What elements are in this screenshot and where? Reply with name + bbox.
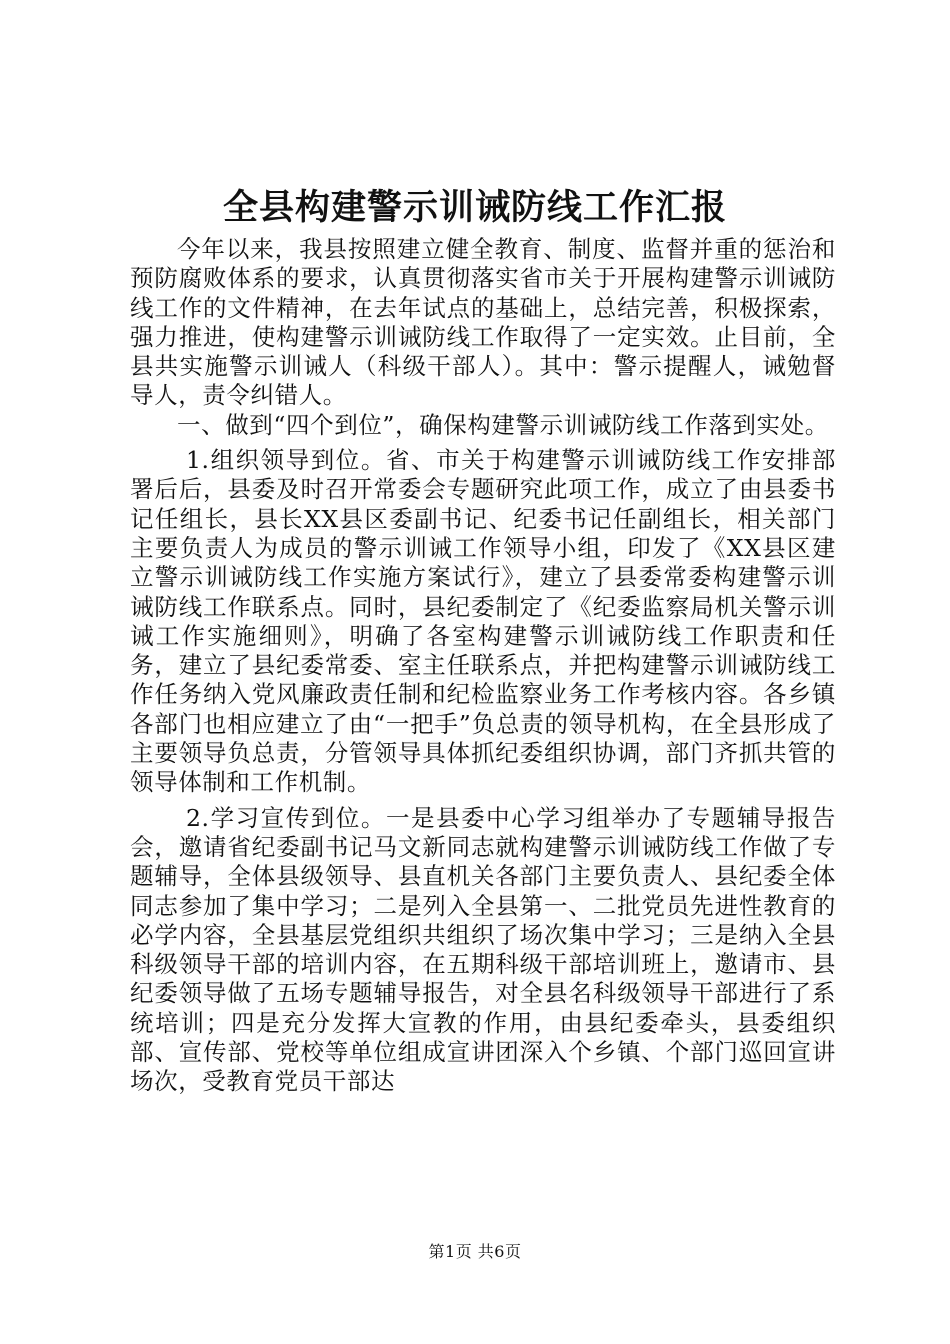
document-body [130, 235, 836, 1097]
document-title: 全县构建警示训诫防线工作汇报 [222, 187, 727, 228]
paragraph-section-heading: 一、做到“四个到位”，确保构建警示训诫防线工作落到实处。 [177, 410, 829, 439]
paragraph-organization: 1.组织领导到位。省、市关于构建警示训诫防线工作安排部署后后，县委及时召开常委会专题研究此项工作，成立了由县委书记任组长，县长XX县区委副书记、纪委书记任副组长，相关部门主要负责人为成员的警示训诫工作领导小组，印发了《XX县区建立警示训诫防线工作实施方案试行》，建立了县委常委构建警示训诫防线工作联系点。同时，县纪委制定了《纪委监察局机关警示训诫工作实施细则》，明确了各室构建警示训诫防线工作职责和任务，建立了县纪委常委、室主任联系点，并把构建警示训诫防线工作任务纳入党风廉政责任制和纪检监察业务工作考核内容。各乡镇各部门也相应建立了由“一把手”负总责的领导机构，在全县形成了主要领导负总责，分管领导具体抓纪委组织协调，部门齐抓共管的领导体制和工作机制。 [130, 446, 836, 797]
paragraph-study-publicity: 2.学习宣传到位。一是县委中心学习组举办了专题辅导报告会，邀请省纪委副书记马文新同志就构建警示训诫防线工作做了专题辅导，全体县级领导、县直机关各部门主要负责人、县纪委全体同志参加了集中学习；二是列入全县第一、二批党员先进性教育的必学内容，全县基层党组织共组织了场次集中学习；三是纳入全县科级领导干部的培训内容，在五期科级干部培训班上，邀请市、县纪委领导做了五场专题辅导报告，对全县名科级领导干部进行了系统培训；四是充分发挥大宣教的作用，由县纪委牵头，县委组织部、宣传部、党校等单位组成宣讲团深入个乡镇、个部门巡回宣讲场次，受教育党员干部达 [130, 803, 836, 1096]
paragraph-intro: 今年以来，我县按照建立健全教育、制度、监督并重的惩治和预防腐败体系的要求，认真贯彻落实省市关于开展构建警示训诫防线工作的文件精神，在去年试点的基础上，总结完善，积极探索，强力推进，使构建警示训诫防线工作取得了一定实效。止目前，全县共实施警示训诫人（科级干部人）。其中：警示提醒人，诫勉督导人，责令纠错人。 [130, 235, 836, 410]
page-number-footer: 第1页 共6页 [428, 1242, 522, 1261]
